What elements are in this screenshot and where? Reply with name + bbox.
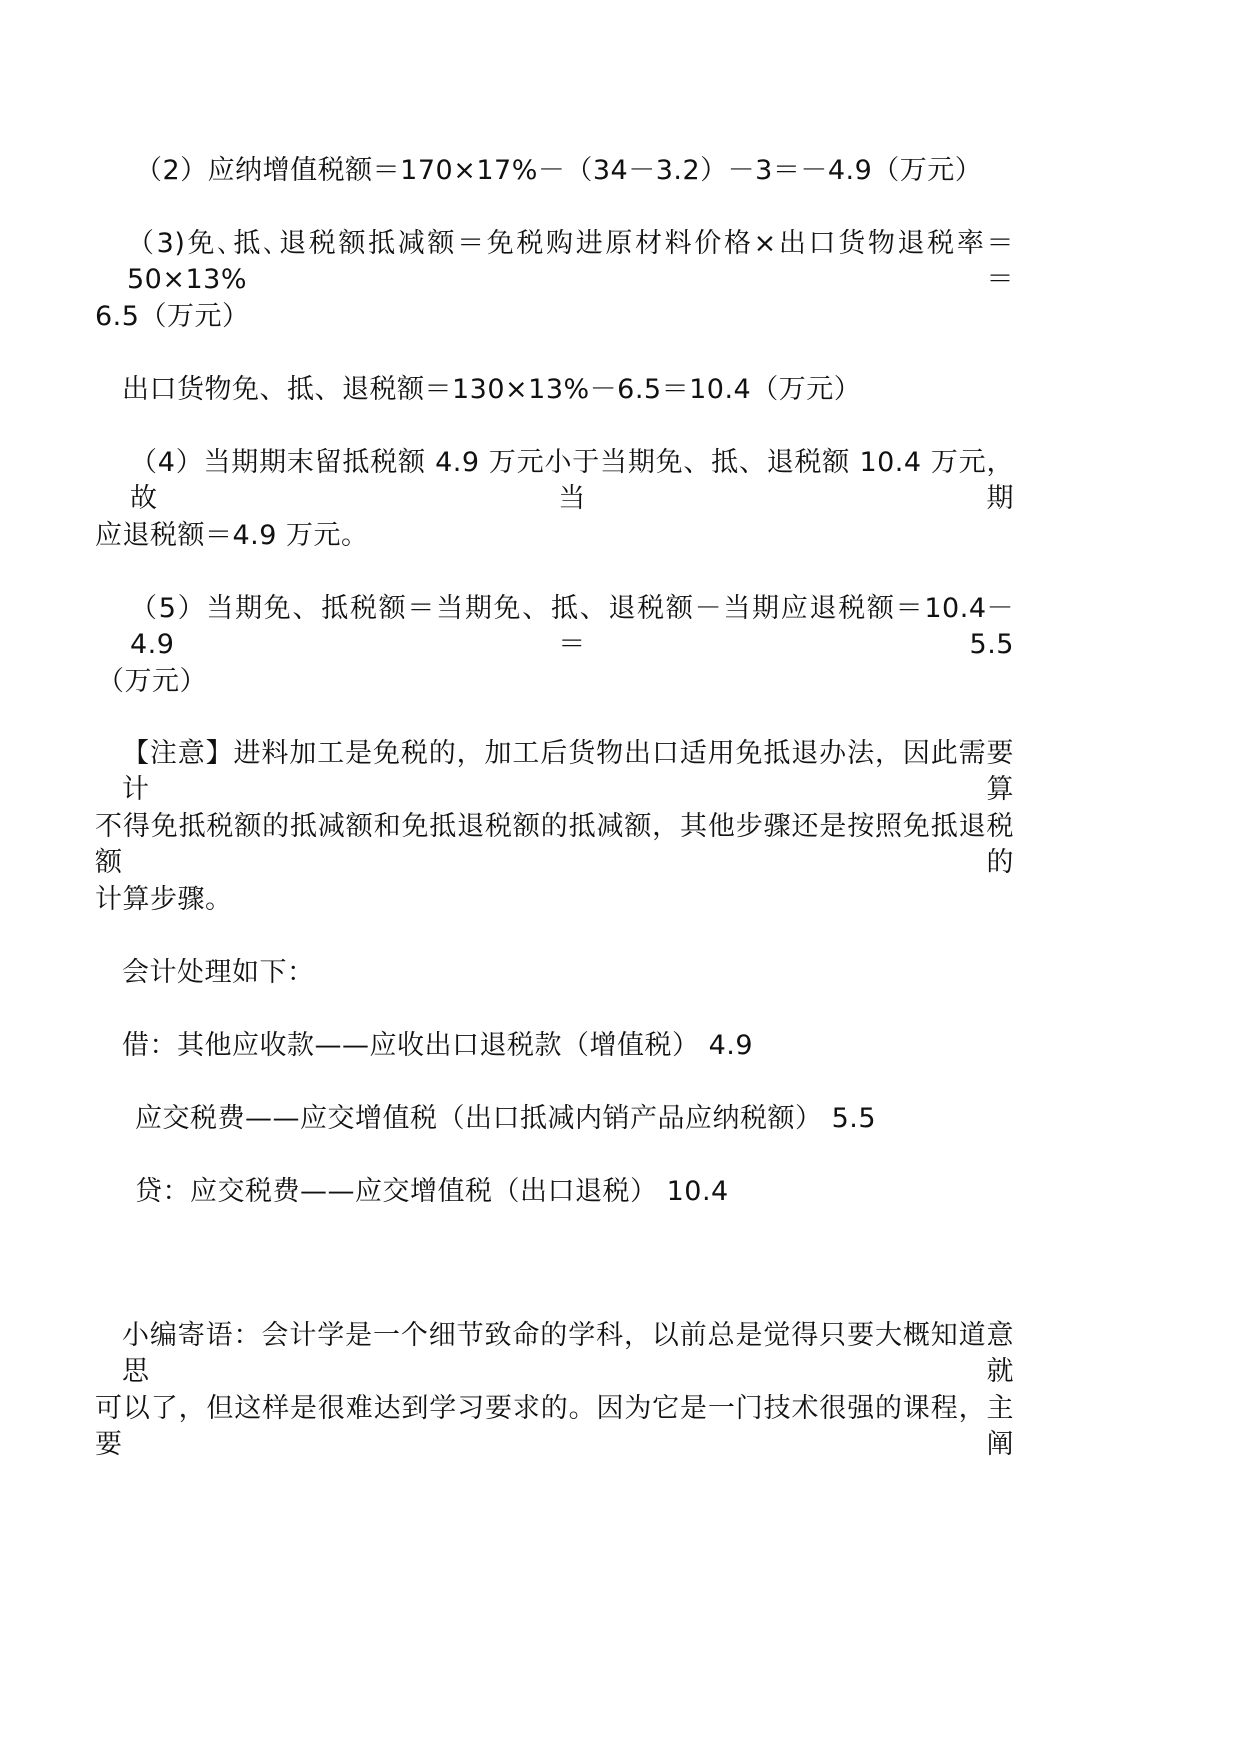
text-line-17: 可以了，但这样是很难达到学习要求的。因为它是一门技术很强的课程，主要阐 (95, 1393, 1014, 1460)
text-line-2: （3)免､抵､退税额抵减额＝免税购进原材料价格×出口货物退税率＝50×13%＝ (127, 228, 1014, 295)
text-line-16: 小编寄语：会计学是一个细节致命的学科，以前总是觉得只要大概知道意思就 (122, 1320, 1014, 1387)
text-line-4: 出口货物免、抵、退税额＝130×13%－6.5＝10.4（万元） (122, 374, 862, 405)
text-line-3: 6.5（万元） (95, 301, 250, 332)
journal-entry-debit-2: 应交税费——应交增值税（出口抵减内销产品应纳税额） 5.5 (135, 1103, 877, 1134)
journal-entry-credit: 贷：应交税费——应交增值税（出口退税） 10.4 (135, 1176, 729, 1207)
text-line-12: 会计处理如下： (122, 957, 315, 988)
text-line-6: 应退税额＝4.9 万元。 (95, 520, 369, 551)
text-line-5: （4）当期期末留抵税额 4.9 万元小于当期免、抵、退税额 10.4 万元，故当期 (130, 447, 1014, 514)
text-line-1: （2）应纳增值税额＝170×17%－（34－3.2）－3＝－4.9（万元） (135, 155, 983, 186)
text-line-9: 【注意】进料加工是免税的，加工后货物出口适用免抵退办法，因此需要计算 (122, 738, 1014, 805)
text-line-8: （万元） (97, 666, 207, 697)
text-line-11: 计算步骤。 (95, 884, 233, 915)
text-line-10: 不得免抵税额的抵减额和免抵退税额的抵减额，其他步骤还是按照免抵退税额的 (95, 811, 1014, 878)
journal-entry-debit-1: 借：其他应收款——应收出口退税款（增值税） 4.9 (122, 1030, 754, 1061)
text-line-7: （5）当期免、抵税额＝当期免、抵、退税额－当期应退税额＝10.4－4.9＝5.5 (130, 593, 1014, 660)
